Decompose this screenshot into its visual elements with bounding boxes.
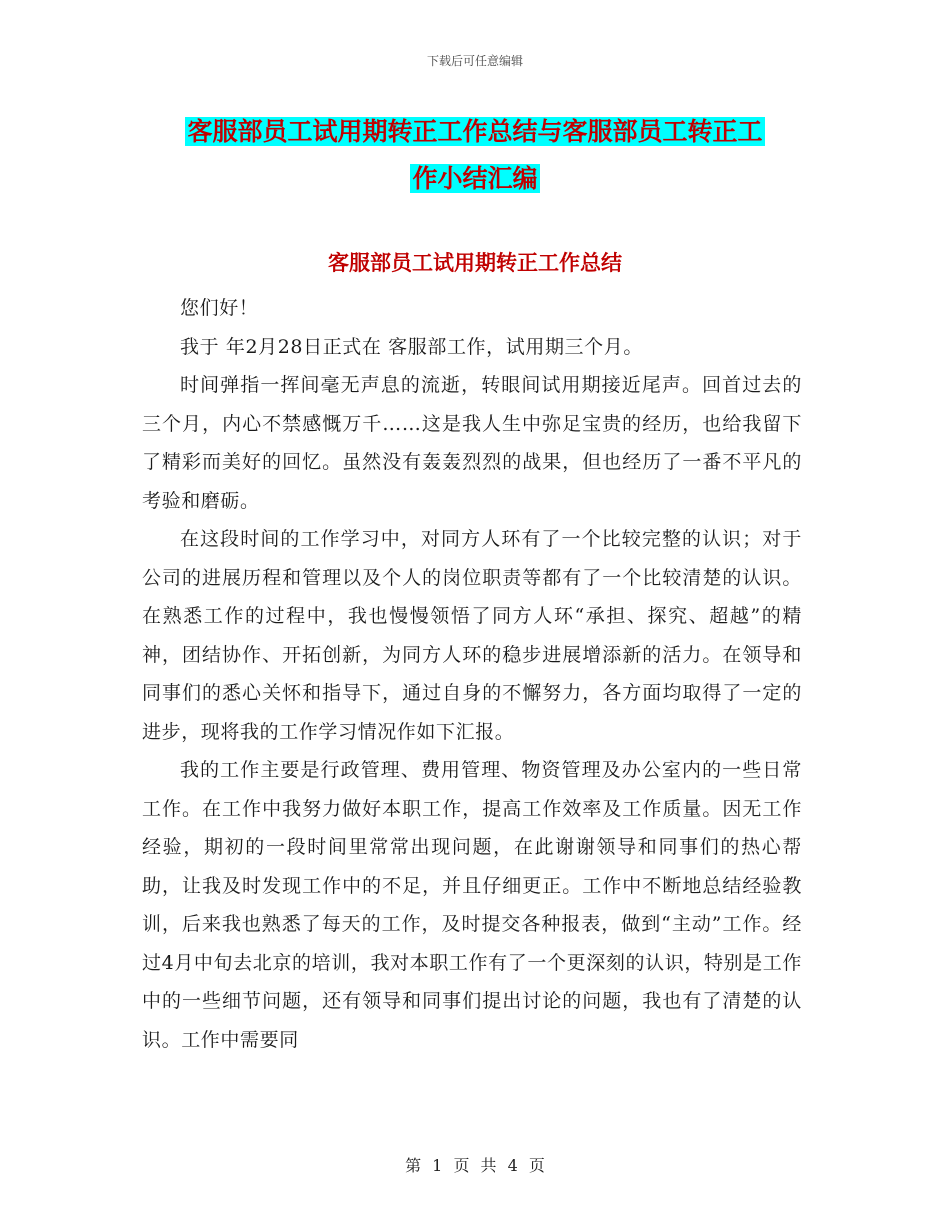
paragraph: 我于 年2月28日正式在 客服部工作，试用期三个月。 [180,335,643,358]
paragraph: 我的工作主要是行政管理、费用管理、物资管理及办公室内的一些日常工作。在工作中我努力做好本职工作，提高工作效率及工作质量。因无工作经验，期初的一段时间里常常出现问题，在此谢谢领导和同事们的热心帮助，让我及时发现工作中的不足，并且仔细更正。工作中不断地总结经验教训，后来我也熟悉了每天的工作，及时提交各种报表，做到“主动”工作。经过4月中旬去北京的培训，我对本职工作有了一个更深刻的认识，特别是工作中的一些细节问题，还有领导和同事们提出讨论的问题，我也有了清楚的认识。工作中需要同 [142,759,802,1051]
paragraph-greeting: 您们好！ [180,297,259,319]
body-text [142,289,802,1059]
main-title [140,108,810,202]
section-title: 客服部员工试用期转正工作总结 [328,250,622,275]
paragraph: 在这段时间的工作学习中，对同方人环有了一个比较完整的认识；对于公司的进展历程和管理以及个人的岗位职责等都有了一个比较清楚的认识。在熟悉工作的过程中，我也慢慢领悟了同方人环“承担、探究、超越”的精神，团结协作、开拓创新，为同方人环的稳步进展增添新的活力。在领导和同事们的悉心关怀和指导下，通过自身的不懈努力，各方面均取得了一定的进步，现将我的工作学习情况作如下汇报。 [142,528,802,743]
paragraph: 时间弹指一挥间毫无声息的流逝，转眼间试用期接近尾声。回首过去的三个月，内心不禁感慨万千……这是我人生中弥足宝贵的经历，也给我留下了精彩而美好的回忆。虽然没有轰轰烈烈的战果，但也经历了一番不平凡的考验和磨砺。 [142,374,802,512]
header-note: 下载后可任意编辑 [426,54,523,68]
main-title-line-2: 作小结汇编 [412,164,538,193]
page-footer: 第 1 页 共 4 页 [405,1156,545,1175]
main-title-line-1: 客服部员工试用期转正工作总结与客服部员工转正工 [187,117,763,146]
